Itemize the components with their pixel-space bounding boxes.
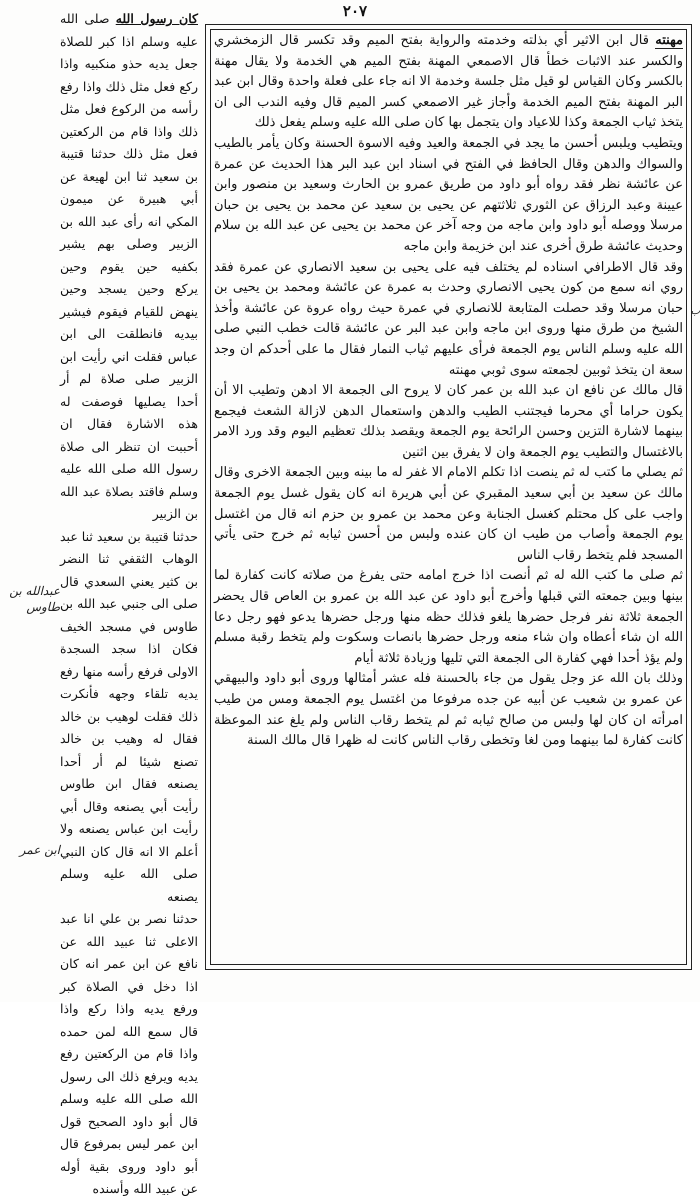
main-paragraph-text: قال ابن الاثير أي بذلته وخدمته والرواية بفتح الميم وقد تكسر قال الزمخشري والكسر عند الاثبات خطأ قال الاصمعي المهنة بفتح الميم هي الخدمة ولا يقال مهنة بالكسر وكان القياس لو قيل مثل جلسة وخدمة الا انه جاء على فعلة واحدة وقال ابن عبد البر المهنة بفتح الميم الخدمة وأجاز غير الاصمعي كسر الميم قال وفيه الندب الى ان يتخذ ثياب الجمعة وكذا للاعياد وان يتجمل بها كان صلى الله عليه وسلم يفعل ذلك [214, 33, 683, 131]
main-paragraph-6: ثم صلى ما كتب الله له ثم أنصت اذا خرج امامه حتى يفرغ من صلاته كانت كفارة لما بينها وبين جمعته التي قبلها وأخرج أبو داود عن عبد الله بن عمرو بن العاص قال يحضر الجمعة ثلاثة نفر فرجل حضرها يلغو فذلك حظه منها ورجل حضرها يدعو فهو رجل دعا الله ان شاء أعطاه وان شاء منعه ورجل حضرها بانصات وسكوت ولم يتخط رقبة مسلم ولم يؤذ أحدا فهي كفارة الى الجمعة التي تليها وزيادة ثلاثة أيام [214, 568, 683, 666]
handwritten-margin-note: ب [690, 306, 700, 317]
main-paragraph-1 [214, 31, 683, 134]
main-paragraph-4: قال مالك عن نافع ان عبد الله بن عمر كان لا يروح الى الجمعة الا ادهن وتطيب الا أن يكون حراما أي محرما فيجتنب الطيب والدهن واستعمال الدهن لازالة الشعث فيجمع بينهما لاشارة التزين وحسن الرائحة يوم الجمعة ويقصد بذلك تعظيم اليوم وقد ورد الامر بالاغتسال والتطيب يوم الجمعة وان لا يفرق بين اثنين [214, 383, 683, 460]
handwritten-margin-note: ابن عمر [19, 843, 60, 857]
main-lead-heading: مهنته [655, 33, 683, 48]
main-paragraph-3: وقد قال الاطرافي اسناده لم يختلف فيه على يحيى بن سعيد الانصاري عن عمرة فقد روي انه سمع من كون يحيى الانصاري وحدث به عمرة عن عائشة ومحمد بن يحيى بن حبان مرسلا وقد حصلت المتابعة للانصاري في عمرة حيث رواه عروة عن عائشة وأخذ الشيخ من طرق منها وروى ابن ماجه وابن عبد البر عن عائشة قالت خطب النبي صلى الله عليه وسلم الناس يوم الجمعة فرأى عليهم ثياب النمار فقال ما على أحدكم ان وجد سعة ان يتخذ ثوبين لجمعته سوى ثوبي مهنته [214, 259, 683, 378]
marginal-commentary-column [60, 8, 198, 1196]
side-paragraph-1 [60, 8, 198, 526]
main-text-frame [205, 24, 692, 970]
main-text-body [214, 31, 683, 963]
page-number: ٢٠٧ [342, 2, 368, 20]
main-paragraph-2: ويتطيب ويلبس أحسن ما يجد في الجمعة والعيد وفيه الاسوة الحسنة وكان يأمر بالطيب والسواك والدهن وقال الحافظ في الفتح في اسناد ابن عبد البر هذا الحديث عن عمرة عن عائشة نظر فقد رواه أبو داود من طريق عمرو بن الحارث وسعيد بن منصور وابن عيينة وعبد الرزاق عن الثوري ثلاثتهم عن يحيى بن سعيد عن محمد بن يحيى بن حبان مرسلا ووصله أبو داود وابن ماجه من وجه آخر عن محمد بن يحيى عن عبد الله بن سلام وحديث عائشة طرق أخرى عند ابن خزيمة وابن ماجه [214, 135, 683, 254]
main-paragraph-5: ثم يصلي ما كتب له ثم ينصت اذا تكلم الامام الا غفر له ما بينه وبين الجمعة الاخرى وقال مالك عن سعيد بن أبي سعيد المقبري عن أبي هريرة انه كان يقول غسل يوم الجمعة واجب على كل محتلم كغسل الجنابة وعن محمد بن عمرو بن حزم انه قال من اغتسل يوم الجمعة وأصاب من طيب ان كان عنده ولبس من أحسن ثيابه ثم خرج حتى يأتي المسجد فلم يتخط رقاب الناس [214, 465, 683, 563]
handwritten-margin-note: عبدالله بن طاوس [9, 584, 60, 614]
side-paragraph-3: حدثنا نصر بن علي انا عبد الاعلى ثنا عبيد الله عن نافع عن ابن عمر انه كان اذا دخل في الصلاة كبر ورفع يديه واذا ركع واذا قال سمع الله لمن حمده واذا قام من الركعتين رفع يديه ويرفع ذلك الى رسول الله صلى الله عليه وسلم قال أبو داود الصحيح قول ابن عمر ليس بمرفوع قال أبو داود وروى بقية أوله عن عبيد الله وأسنده [60, 911, 198, 1196]
side-lead-heading: كان رسول الله [115, 11, 198, 26]
main-paragraph-7: وذلك بان الله عز وجل يقول من جاء بالحسنة فله عشر أمثالها وروى أبو داود والبيهقي عن عمرو بن شعيب عن أبيه عن جده مرفوعا من اغتسل يوم الجمعة ومس من طيب امرأته ان كان لها ولبس من صالح ثيابه ثم لم يتخط رقاب الناس ولم يلغ عند الموعظة كانت كفارة لما بينهما ومن لغا وتخطى رقاب الناس كانت له ظهرا قال مالك السنة [214, 671, 683, 749]
side-paragraph-2: حدثنا قتيبة بن سعيد ثنا عبد الوهاب الثقفي ثنا النضر بن كثير يعني السعدي قال صلى الى جنبي عبد الله بن طاوس في مسجد الخيف فكان اذا سجد السجدة الاولى فرفع رأسه منها رفع يديه تلقاء وجهه فأنكرت ذلك فقلت لوهيب بن خالد فقال له وهيب بن خالد تصنع شيئا لم أر أحدا يصنعه فقال ابن طاوس رأيت أبي يصنعه وقال أبي رأيت ابن عباس يصنعه ولا أعلم الا انه قال كان النبي صلى الله عليه وسلم يصنعه [60, 528, 198, 904]
side-paragraph-text: صلى الله عليه وسلم اذا كبر للصلاة جعل يديه حذو منكبيه واذا ركع فعل مثل ذلك واذا رفع رأسه من الركوع فعل مثل ذلك واذا قام من الركعتين فعل مثل ذلك حدثنا قتيبة بن سعيد ثنا ابن لهيعة عن أبي هبيرة عن ميمون المكي انه رأى عبد الله بن الزبير وصلى بهم يشير بكفيه حين يقوم وحين يركع وحين يسجد وحين ينهض للقيام فيقوم فيشير بيديه فانطلقت الى ابن عباس فقلت اني رأيت ابن الزبير صلى صلاة لم أر أحدا يصليها فوصفت له هذه الاشارة فقال ان أحببت ان تنظر الى صلاة رسول الله صلى الله عليه وسلم فاقتد بصلاة عبد الله بن الزبير [60, 11, 198, 521]
